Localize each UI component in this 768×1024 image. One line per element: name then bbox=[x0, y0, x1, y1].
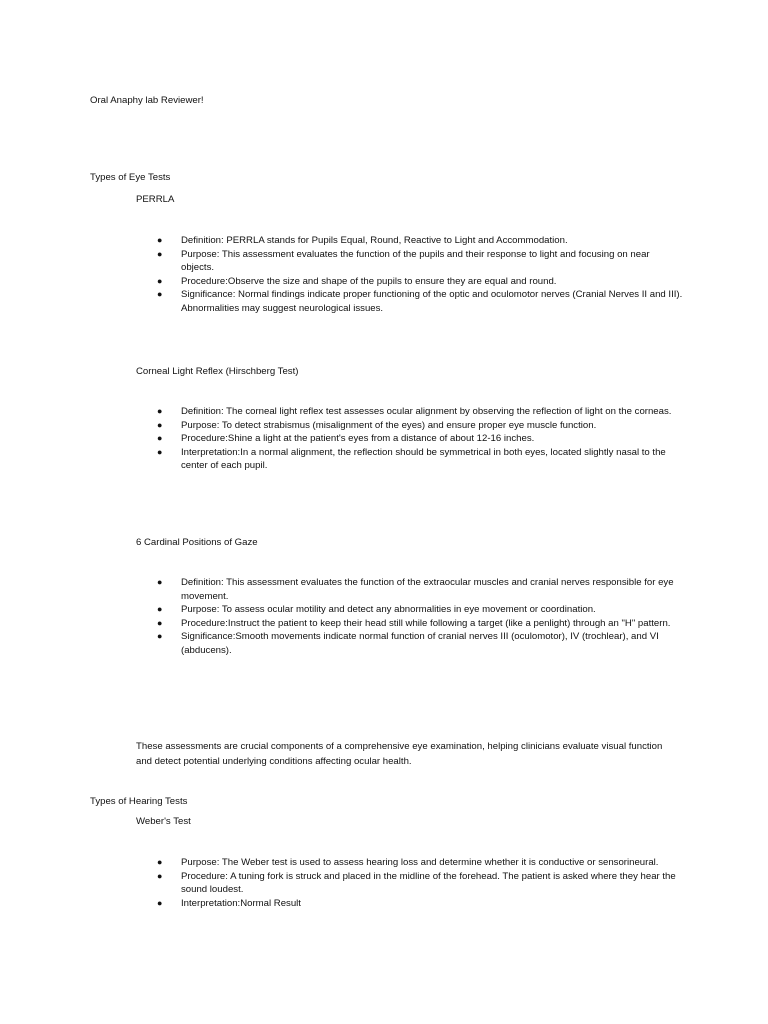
bullet-icon: ● bbox=[157, 631, 163, 641]
bullet-icon: ● bbox=[157, 577, 163, 587]
list-item: ● Purpose: To detect strabismus (misalignment of the eyes) and ensure proper eye muscle function. bbox=[157, 419, 597, 431]
document-title: Oral Anaphy lab Reviewer! bbox=[90, 95, 204, 106]
list-item: ● Interpretation:Normal Result bbox=[157, 897, 301, 909]
bullet-icon: ● bbox=[157, 419, 163, 430]
eye-tests-heading: Types of Eye Tests bbox=[90, 172, 171, 183]
list-item: ● Significance: Normal findings indicate proper functioning of the optic and oculomotor nerves (Cranial Nerves II and III). Abnormalities may suggest neurological issues. bbox=[157, 289, 683, 314]
list-item: ● Purpose: To assess ocular motility and detect any abnormalities in eye movement or coordination. bbox=[157, 604, 596, 615]
bullet-icon: ● bbox=[157, 433, 163, 443]
bullet-icon: ● bbox=[157, 235, 163, 245]
list-item: ● Definition: The corneal light reflex test assesses ocular alignment by observing the reflection of light on the corneas. bbox=[157, 406, 672, 417]
list-item: ● Interpretation:In a normal alignment, the reflection should be symmetrical in both eyes, located slightly nasal to the center of each pupil. bbox=[157, 446, 666, 471]
bullet-icon: ● bbox=[157, 446, 163, 457]
perrla-list bbox=[135, 234, 685, 315]
bullet-icon: ● bbox=[157, 604, 163, 614]
hearing-tests-heading: Types of Hearing Tests bbox=[90, 796, 188, 807]
gaze-list bbox=[135, 576, 685, 657]
corneal-heading: Corneal Light Reflex (Hirschberg Test) bbox=[136, 366, 299, 377]
corneal-list bbox=[135, 405, 685, 473]
list-item: ● Significance:Smooth movements indicate normal function of cranial nerves III (oculomotor), IV (trochlear), and VI (abducens). bbox=[157, 631, 659, 656]
weber-heading: Weber's Test bbox=[136, 816, 191, 827]
perrla-heading: PERRLA bbox=[136, 194, 175, 205]
bullet-icon: ● bbox=[157, 897, 163, 908]
list-item: ● Purpose: The Weber test is used to assess hearing loss and determine whether it is conductive or sensorineural. bbox=[157, 857, 659, 868]
bullet-icon: ● bbox=[157, 406, 163, 416]
list-item: ● Procedure:Instruct the patient to keep their head still while following a target (like a penlight) through an "H" pattern. bbox=[157, 617, 671, 629]
list-item: ● Procedure:Shine a light at the patient's eyes from a distance of about 12-16 inches. bbox=[157, 433, 535, 444]
bullet-icon: ● bbox=[157, 248, 163, 259]
bullet-icon: ● bbox=[157, 857, 163, 867]
list-item: ● Definition: PERRLA stands for Pupils Equal, Round, Reactive to Light and Accommodation. bbox=[157, 235, 568, 246]
eye-summary-paragraph: These assessments are crucial components of a comprehensive eye examination, helping clinicians evaluate visual function and detect potential underlying conditions affecting ocular health. bbox=[136, 741, 663, 767]
bullet-icon: ● bbox=[157, 870, 163, 881]
gaze-heading: 6 Cardinal Positions of Gaze bbox=[136, 537, 258, 548]
list-item: ● Purpose: This assessment evaluates the function of the pupils and their response to light and focusing on near objects. bbox=[157, 248, 650, 273]
bullet-icon: ● bbox=[157, 275, 163, 286]
list-item: ● Definition: This assessment evaluates the function of the extraocular muscles and cranial nerves responsible for eye movement. bbox=[157, 577, 674, 602]
list-item: ● Procedure: A tuning fork is struck and placed in the midline of the forehead. The patient is asked where they hear the sound loudest. bbox=[157, 870, 676, 895]
weber-list bbox=[135, 856, 685, 910]
list-item: ● Procedure:Observe the size and shape of the pupils to ensure they are equal and round. bbox=[157, 275, 557, 287]
bullet-icon: ● bbox=[157, 289, 163, 299]
bullet-icon: ● bbox=[157, 617, 163, 628]
